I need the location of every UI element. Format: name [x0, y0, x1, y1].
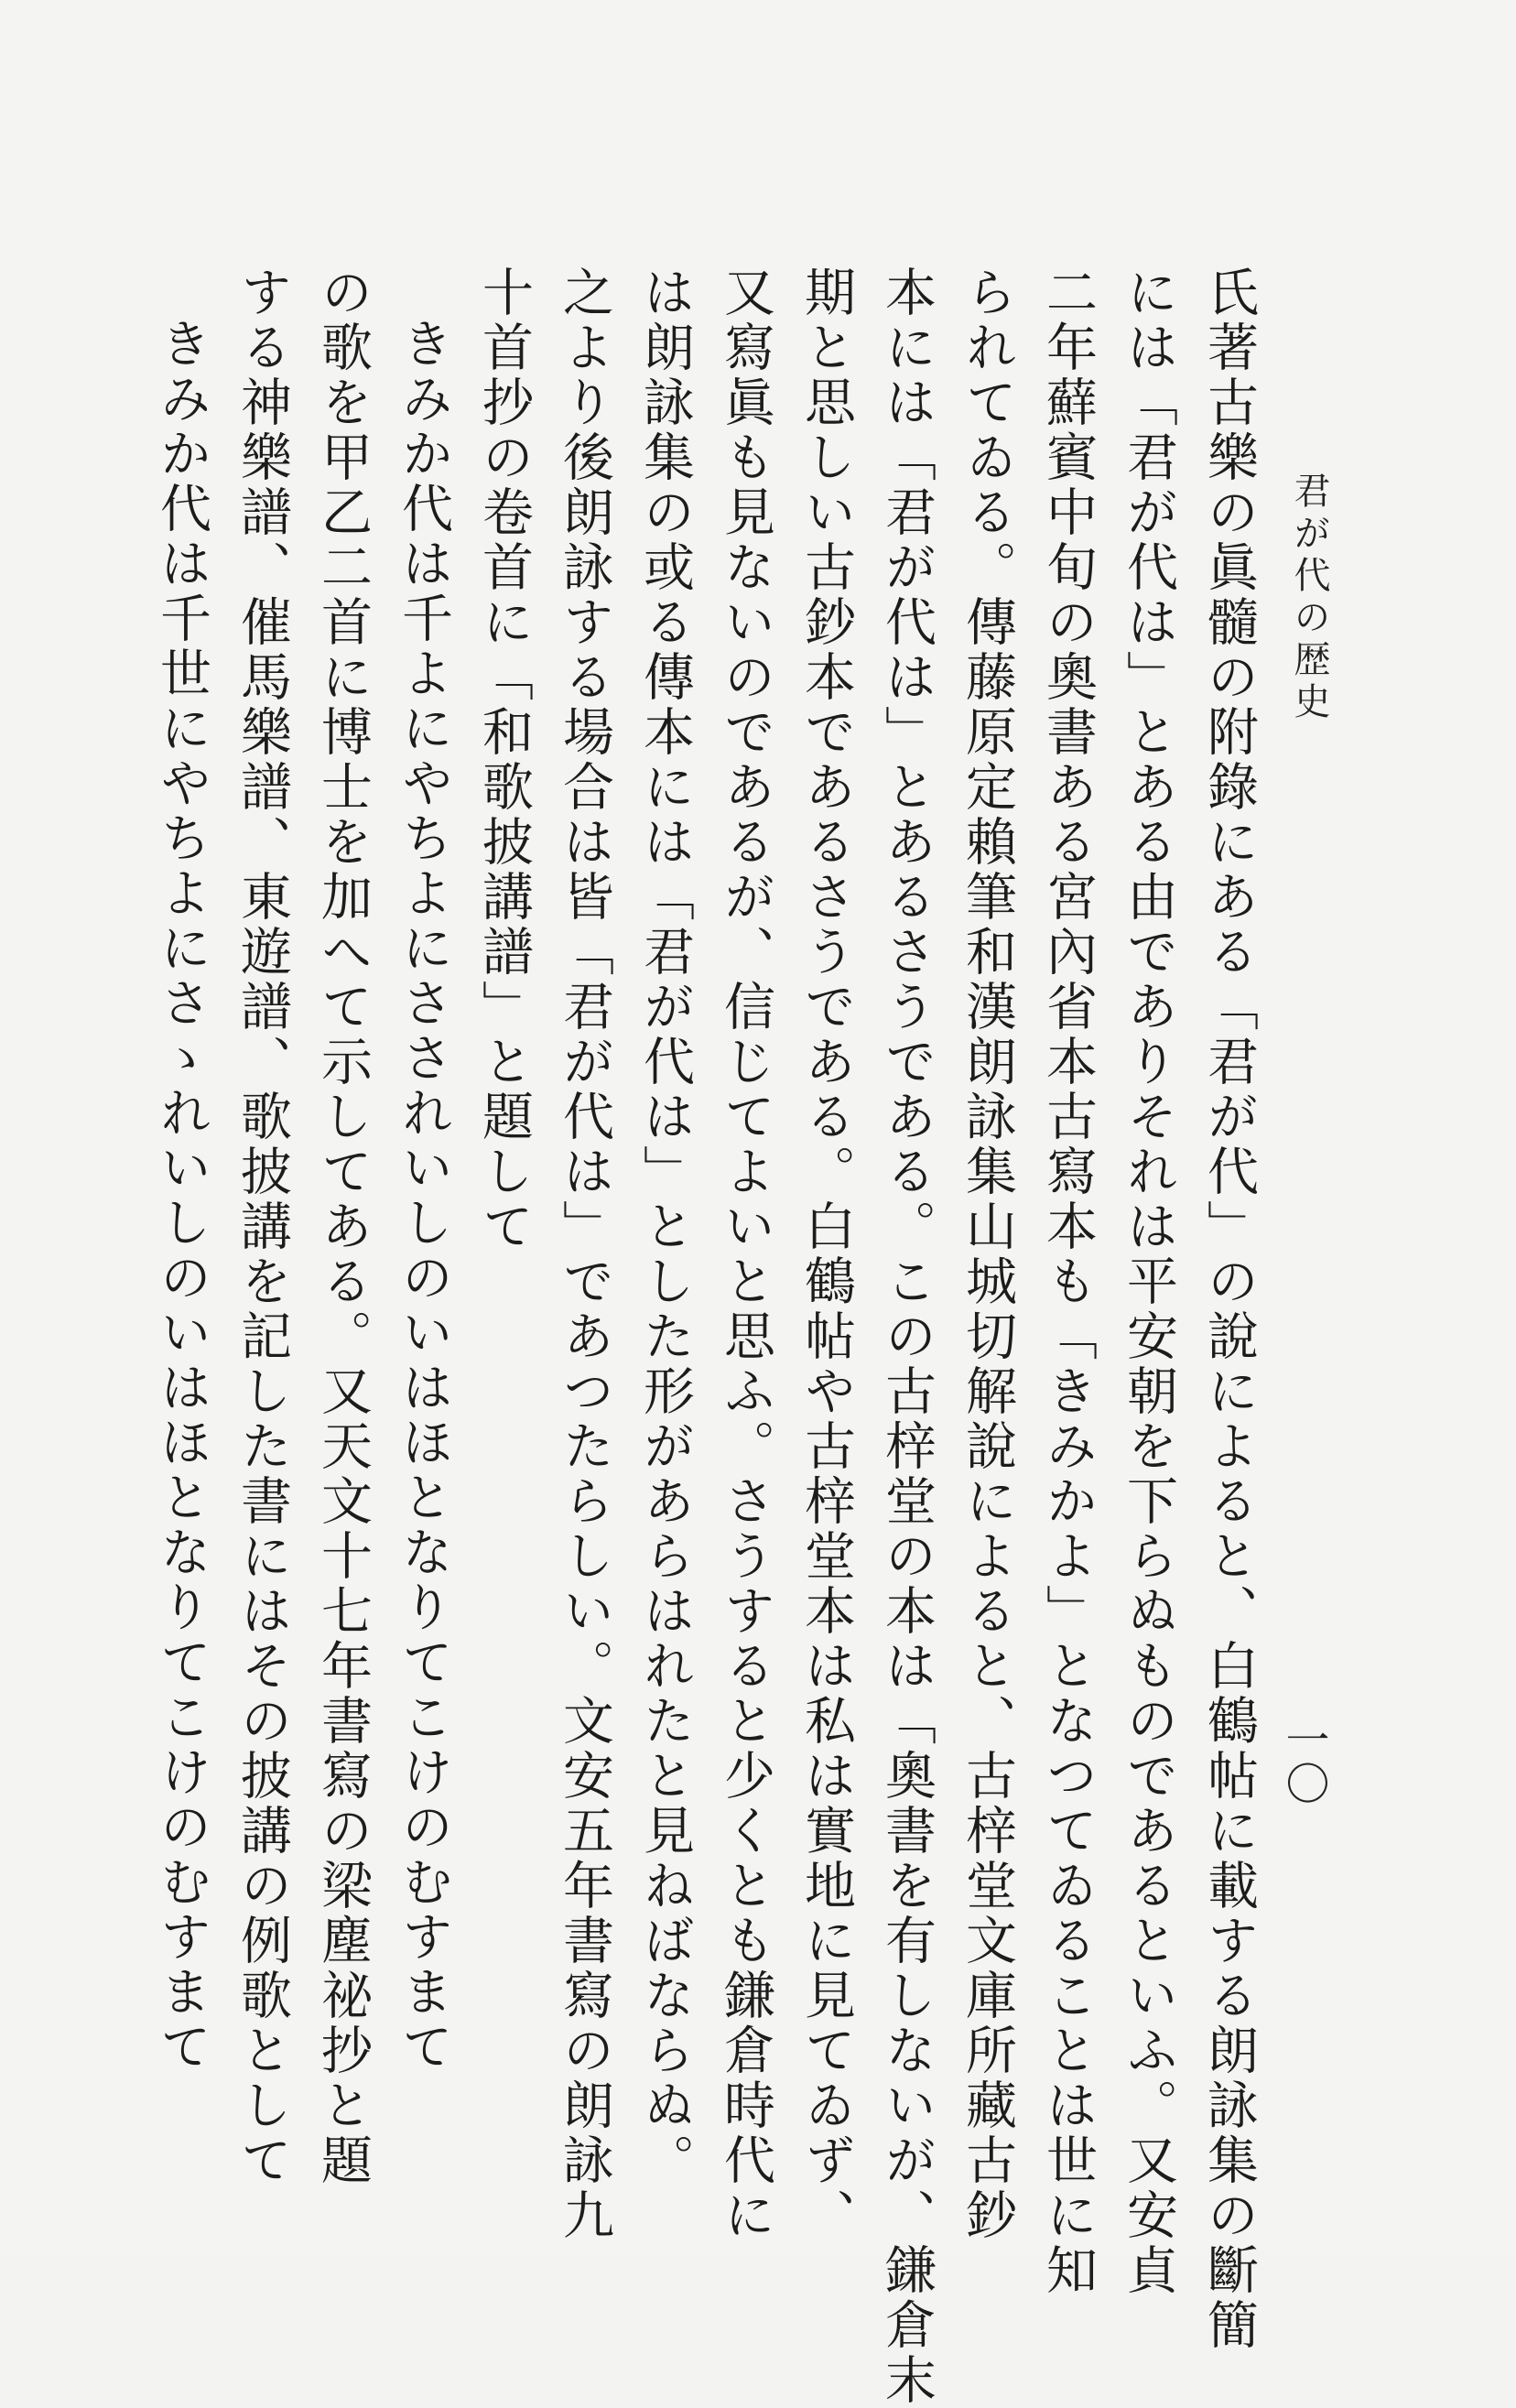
text-line: 期と思しい古鈔本であるさうである。白鶴帖や古梓堂本は私は實地に見てゐず、 — [796, 266, 856, 2243]
text-line: きみか代は千よにやちよにさされいしのいはほとなりてこけのむすまて — [394, 317, 453, 2075]
text-line: の歌を甲乙二首に博士を加へて示してある。又天文十七年書寫の梁塵祕抄と題 — [313, 266, 373, 2188]
text-line: 本には「君が代は」とあるさうである。この古梓堂の本は「奧書を有しないが、鎌倉末 — [877, 266, 937, 2408]
text-line: 二年蘚賓中旬の奧書ある宮內省本古寫本も「きみかよ」となつてゐることは世に知 — [1038, 266, 1098, 2298]
text-line: は朗詠集の或る傳本には「君が代は」とした形があらはれたと見ねばならぬ。 — [635, 266, 695, 2188]
text-line: きみか代は千世にやちよにさゝれいしのいはほとなりてこけのむすまて — [152, 317, 211, 2075]
text-line: には「君が代は」とある由でありそれは平安朝を下らぬものであるといふ。又安貞 — [1119, 266, 1178, 2298]
text-line: られてゐる。傳藤原定賴筆和漢朗詠集山城切解說によると、古梓堂文庫所藏古鈔 — [958, 266, 1017, 2243]
text-line: 又寫眞も見ないのであるが、信じてよいと思ふ。さうすると少くとも鎌倉時代に — [716, 266, 775, 2243]
text-line: 之より後朗詠する場合は皆「君が代は」であつたらしい。文安五年書寫の朗詠九 — [555, 266, 614, 2243]
text-line: 氏著古樂の眞髓の附錄にある「君が代」の說によると、白鶴帖に載する朗詠集の斷簡 — [1199, 266, 1259, 2353]
page-number: 一〇 — [1278, 1717, 1329, 1805]
text-line: する神樂譜、催馬樂譜、東遊譜、歌披講を記した書にはその披講の例歌として — [233, 266, 292, 2188]
running-title: 君が代の歴史 — [1288, 472, 1330, 724]
body-text — [141, 266, 1269, 2408]
text-line: 十首抄の卷首に「和歌披講譜」と題して — [474, 266, 534, 1254]
